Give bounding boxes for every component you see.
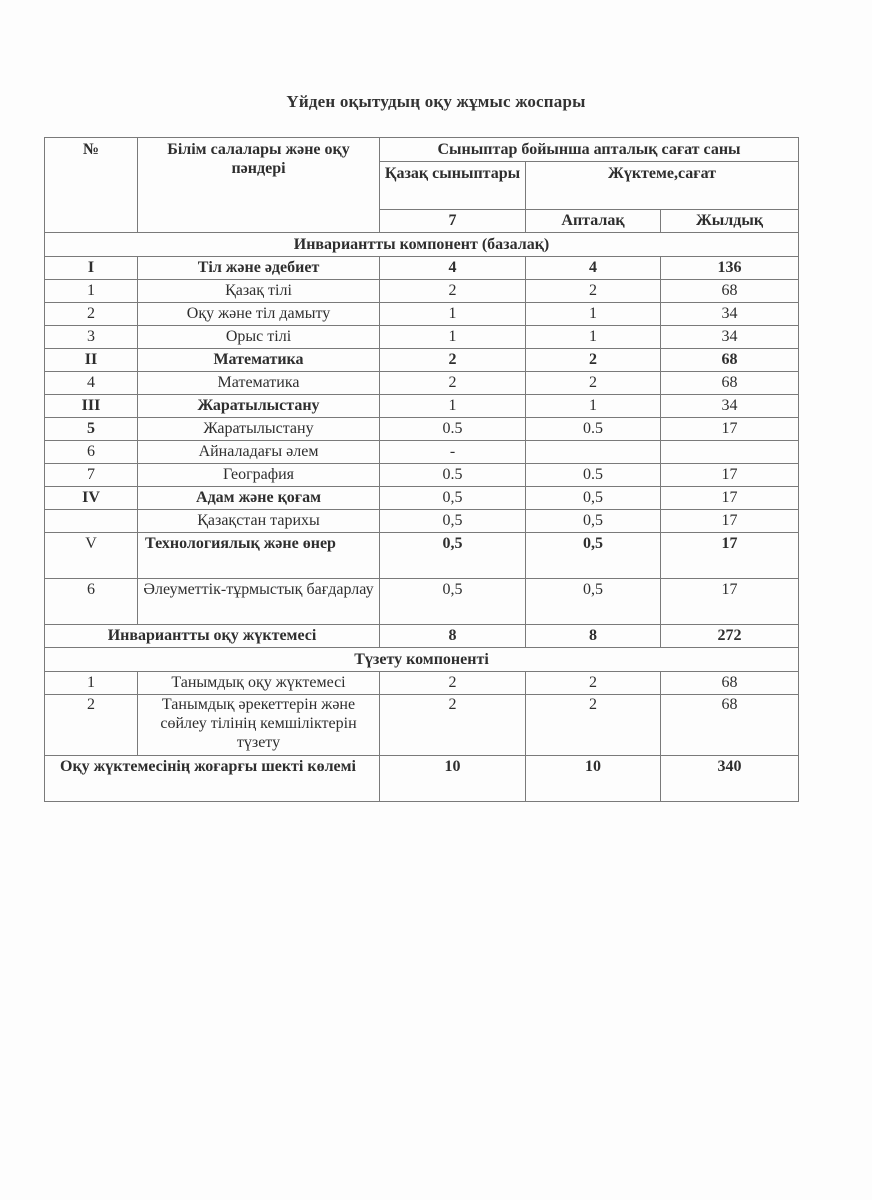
table-row xyxy=(45,579,799,625)
row-subject: Жаратылыстану xyxy=(138,418,380,441)
row-yearly: 34 xyxy=(661,303,799,326)
header-kazakh-classes: Қазақ сыныптары xyxy=(380,162,526,210)
row-grade7: 2 xyxy=(380,349,526,372)
max-load-yearly: 340 xyxy=(661,756,799,802)
row-grade7: 1 xyxy=(380,395,526,418)
row-subject: Қазақстан тарихы xyxy=(138,510,380,533)
table-row xyxy=(45,533,799,579)
header-yearly: Жылдық xyxy=(661,210,799,233)
row-num: 5 xyxy=(45,418,138,441)
table-row xyxy=(45,464,799,487)
row-weekly: 0.5 xyxy=(526,418,661,441)
table-row xyxy=(45,372,799,395)
invariant-total-yearly: 272 xyxy=(661,625,799,648)
row-weekly: 0,5 xyxy=(526,579,661,625)
row-num: II xyxy=(45,349,138,372)
row-weekly: 4 xyxy=(526,257,661,280)
row-yearly: 68 xyxy=(661,280,799,303)
document-title: Үйден оқытудың оқу жұмыс жоспары xyxy=(286,92,586,111)
row-grade7: 2 xyxy=(380,695,526,756)
row-weekly: 2 xyxy=(526,349,661,372)
section-correction: Түзету компоненті xyxy=(45,648,799,672)
row-weekly: 2 xyxy=(526,372,661,395)
row-num xyxy=(45,510,138,533)
row-subject: Танымдық әрекеттерін және сөйлеу тілінің кемшіліктерін түзету xyxy=(138,695,380,756)
header-weekly-hours-by-class: Сыныптар бойынша апталық сағат саны xyxy=(380,138,799,162)
row-weekly: 0,5 xyxy=(526,510,661,533)
section-invariant: Инвариантты компонент (базалақ) xyxy=(45,233,799,257)
row-subject: Технологиялық және өнер xyxy=(138,533,380,579)
invariant-total-grade7: 8 xyxy=(380,625,526,648)
header-grade: 7 xyxy=(380,210,526,233)
table-row xyxy=(45,418,799,441)
row-yearly: 34 xyxy=(661,326,799,349)
table-row xyxy=(45,280,799,303)
row-yearly xyxy=(661,441,799,464)
row-weekly: 1 xyxy=(526,326,661,349)
row-grade7: 0,5 xyxy=(380,579,526,625)
row-num: 4 xyxy=(45,372,138,395)
row-weekly: 1 xyxy=(526,303,661,326)
table-row xyxy=(45,695,799,756)
row-weekly: 0,5 xyxy=(526,487,661,510)
row-subject: Тіл және әдебиет xyxy=(138,257,380,280)
row-weekly: 2 xyxy=(526,672,661,695)
row-yearly: 68 xyxy=(661,695,799,756)
row-num: 1 xyxy=(45,672,138,695)
row-grade7: 2 xyxy=(380,280,526,303)
row-grade7: 0.5 xyxy=(380,418,526,441)
row-grade7: 0.5 xyxy=(380,464,526,487)
row-subject: Оқу және тіл дамыту xyxy=(138,303,380,326)
max-load-label: Оқу жүктемесінің жоғарғы шекті көлемі xyxy=(45,756,380,802)
row-yearly: 17 xyxy=(661,510,799,533)
row-grade7: 0,5 xyxy=(380,487,526,510)
row-weekly: 1 xyxy=(526,395,661,418)
row-subject: Математика xyxy=(138,372,380,395)
row-subject: Әлеуметтік-тұрмыстық бағдарлау xyxy=(138,579,380,625)
row-subject: Танымдық оқу жүктемесі xyxy=(138,672,380,695)
max-load-row xyxy=(45,756,799,802)
row-yearly: 68 xyxy=(661,672,799,695)
row-subject: Айналадағы әлем xyxy=(138,441,380,464)
table-row xyxy=(45,303,799,326)
header-weekly: Апталақ xyxy=(526,210,661,233)
table-row xyxy=(45,395,799,418)
row-num: 6 xyxy=(45,441,138,464)
row-num: III xyxy=(45,395,138,418)
max-load-grade7: 10 xyxy=(380,756,526,802)
table-row xyxy=(45,257,799,280)
table-row xyxy=(45,441,799,464)
table-row xyxy=(45,510,799,533)
table-row xyxy=(45,672,799,695)
table-row xyxy=(45,487,799,510)
row-grade7: 1 xyxy=(380,326,526,349)
header-load-hours: Жүктеме,сағат xyxy=(526,162,799,210)
row-subject: Адам және қоғам xyxy=(138,487,380,510)
row-yearly: 17 xyxy=(661,487,799,510)
row-subject: Жаратылыстану xyxy=(138,395,380,418)
row-yearly: 68 xyxy=(661,372,799,395)
row-num: 3 xyxy=(45,326,138,349)
invariant-total-weekly: 8 xyxy=(526,625,661,648)
row-yearly: 136 xyxy=(661,257,799,280)
row-yearly: 17 xyxy=(661,579,799,625)
row-num: 2 xyxy=(45,695,138,756)
curriculum-table xyxy=(44,137,799,802)
header-subjects: Білім салалары және оқу пәндері xyxy=(138,138,380,233)
row-num: I xyxy=(45,257,138,280)
row-weekly: 2 xyxy=(526,695,661,756)
row-grade7: 4 xyxy=(380,257,526,280)
row-grade7: - xyxy=(380,441,526,464)
header-num: № xyxy=(45,138,138,233)
row-subject: Қазақ тілі xyxy=(138,280,380,303)
invariant-total-label: Инвариантты оқу жүктемесі xyxy=(45,625,380,648)
row-weekly: 2 xyxy=(526,280,661,303)
row-grade7: 2 xyxy=(380,372,526,395)
row-num: 7 xyxy=(45,464,138,487)
row-yearly: 17 xyxy=(661,533,799,579)
row-num: 2 xyxy=(45,303,138,326)
row-num: IV xyxy=(45,487,138,510)
row-yearly: 17 xyxy=(661,418,799,441)
row-num: 6 xyxy=(45,579,138,625)
row-yearly: 34 xyxy=(661,395,799,418)
row-grade7: 1 xyxy=(380,303,526,326)
row-grade7: 0,5 xyxy=(380,510,526,533)
row-subject: Орыс тілі xyxy=(138,326,380,349)
row-yearly: 17 xyxy=(661,464,799,487)
row-weekly xyxy=(526,441,661,464)
row-yearly: 68 xyxy=(661,349,799,372)
row-num: 1 xyxy=(45,280,138,303)
row-weekly: 0.5 xyxy=(526,464,661,487)
row-subject: География xyxy=(138,464,380,487)
row-weekly: 0,5 xyxy=(526,533,661,579)
row-grade7: 0,5 xyxy=(380,533,526,579)
row-num: V xyxy=(45,533,138,579)
table-row xyxy=(45,349,799,372)
row-grade7: 2 xyxy=(380,672,526,695)
row-subject: Математика xyxy=(138,349,380,372)
invariant-total-row xyxy=(45,625,799,648)
max-load-weekly: 10 xyxy=(526,756,661,802)
table-row xyxy=(45,326,799,349)
